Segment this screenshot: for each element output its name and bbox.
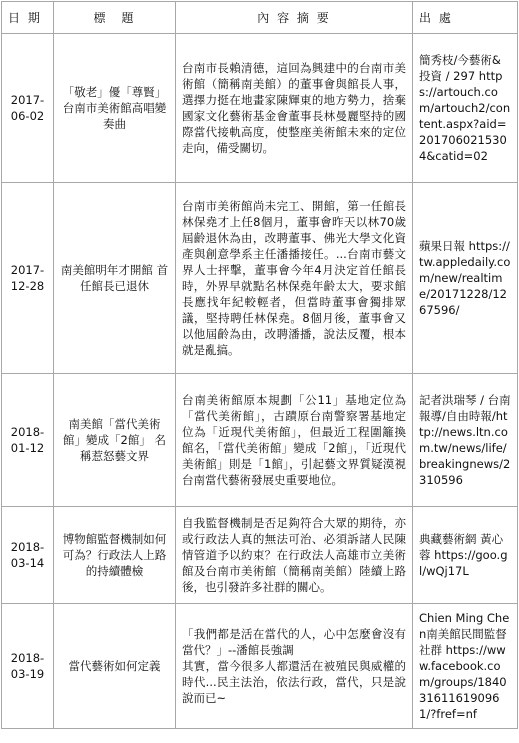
row-date <box>2 34 54 183</box>
row-title: 博物館監督機制如何可為？行政法人上路的持續體檢 <box>54 507 176 604</box>
news-table <box>1 1 518 729</box>
row-summary: 台南市長賴清德，這回為興建中的台南市美術館（簡稱南美館）的董事會與館長人事，選擇力挺在地畫家陳輝東的地方勢力，捨棄國家文化藝術基金會董事長林曼麗堅持的國際當代接軌高度，使整座美術館未來的定位走向，備受關切。 <box>176 34 413 183</box>
date-month-day: 12-28 <box>10 279 45 293</box>
row-date <box>2 604 54 729</box>
date-month-day: 03-14 <box>10 556 45 570</box>
date-month-day: 01-12 <box>10 441 45 455</box>
row-date <box>2 374 54 507</box>
table-row <box>2 604 518 729</box>
table-row <box>2 374 518 507</box>
summary-quote: 「我們都是活在當代的人，心中怎麼會沒有當代？」--潘館長強調 <box>182 627 406 657</box>
row-title: 南美館「當代美術館」變成「2館」 名稱惹怒藝文界 <box>54 374 176 507</box>
date-year: 2017- <box>10 263 45 277</box>
date-month-day: 06-02 <box>10 109 45 123</box>
table-row <box>2 183 518 374</box>
header-date: 日 期 <box>2 2 54 34</box>
row-source[interactable]: 簡秀枝/今藝術&投資 / 297 https://artouch.com/artouch2/content.aspx?aid=2017060215304&catid=02 <box>413 34 518 183</box>
row-source[interactable]: 典藏藝術網 黃心蓉 https://goo.gl/wQj17L <box>413 507 518 604</box>
row-date <box>2 183 54 374</box>
row-title: 南美館明年才開館 首任館長已退休 <box>54 183 176 374</box>
row-date <box>2 507 54 604</box>
row-summary: 自我監督機制是否足夠符合大眾的期待，亦或行政法人真的無法可治、必須訴諸人民陳情管道予以約束？在行政法人高雄市立美術館及台南市美術館（簡稱南美館）陸續上路後，也引發許多社群的關心。 <box>176 507 413 604</box>
row-source[interactable]: Chien Ming Chen南美館民間監督社群 https://www.facebook.com/groups/1840316116190961/?fref=nf <box>413 604 518 729</box>
row-source[interactable]: 蘋果日報 https://tw.appledaily.com/new/realtime/20171228/1267596/ <box>413 183 518 374</box>
header-source: 出 處 <box>413 2 518 34</box>
header-row <box>2 2 518 34</box>
row-source[interactable]: 記者洪瑞琴 / 台南報導/自由時報/http://news.ltn.com.tw/news/life/breakingnews/2310596 <box>413 374 518 507</box>
row-title: 當代藝術如何定義 <box>54 604 176 729</box>
date-year: 2018- <box>10 425 45 439</box>
row-summary: 台南美術館原本規劃「公11」基地定位為「當代美術館」，古蹟原台南警察署基地定位為「近現代美術館」，但最近工程圍籬換館名，「當代美術館」變成「2館」，「近現代美術館」則是「1館」，引起藝文界質疑漠視台南當代藝術發展史重要地位。 <box>176 374 413 507</box>
header-summary: 內 容 摘 要 <box>176 2 413 34</box>
date-year: 2018- <box>10 540 45 554</box>
date-year: 2018- <box>10 651 45 665</box>
row-summary <box>176 604 413 729</box>
table-row <box>2 34 518 183</box>
row-summary: 台南市美術館尚未完工、開館，第一任館長林保堯才上任8個月，董事會昨天以林70歲屆齡退休為由，改聘董事、佛光大學文化資產與創意學系主任潘播接任。...台南市藝文界人士抨擊，董事會今年4月決定首任館長時，外界早就點名林保堯年齡太大，要求館長應找年紀較輕者，但當時董事會獨排眾議，堅持聘任林保堯。8個月後，董事會又以他屆齡為由，改聘潘播，說法反覆，根本就是亂搞。 <box>176 183 413 374</box>
row-title: 「敬老」優「尊賢」台南市美術館高唱變奏曲 <box>54 34 176 183</box>
summary-text: 其實，當今很多人都還活在被殖民與威權的時代...民主法治，依法行政，當代，只是說說而已~ <box>182 659 406 705</box>
date-year: 2017- <box>10 93 45 107</box>
date-month-day: 03-19 <box>10 667 45 681</box>
header-title: 標 題 <box>54 2 176 34</box>
table-row <box>2 507 518 604</box>
